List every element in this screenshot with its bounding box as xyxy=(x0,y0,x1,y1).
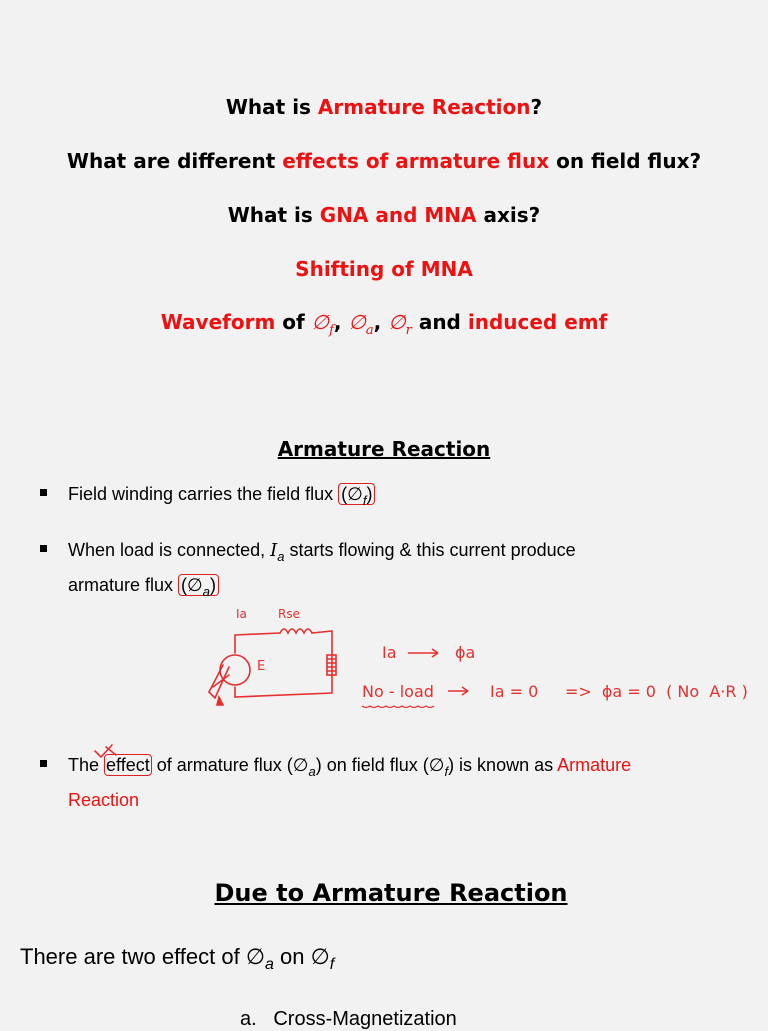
eq2-mid: Ia = 0 xyxy=(490,682,539,701)
bullet-field-winding: Field winding carries the field flux $(\emptyset_f)$ xyxy=(40,480,730,515)
phi-f-box: $(\emptyset_f)$ xyxy=(338,483,375,505)
section-heading-armature-reaction: Armature Reaction xyxy=(277,437,491,461)
bullet-load-connected: When load is connected, $I_a$ starts flowing & this current produce armature flux $(\emptyset_a)$ xyxy=(40,536,730,606)
item-cross-magnetization: a. Cross-Magnetization xyxy=(240,1008,457,1030)
bullet-marker xyxy=(40,489,47,496)
eq1-left: Ia xyxy=(382,643,397,662)
question-gna-mna: What is GNA and MNA axis? xyxy=(227,203,541,227)
checkmark-icon xyxy=(92,741,122,761)
no-load-underline xyxy=(362,706,434,708)
phi-a-box: $(\emptyset_a)$ xyxy=(178,574,219,596)
section-heading-due-to-armature-reaction: Due to Armature Reaction xyxy=(214,879,568,907)
label-e: E xyxy=(257,659,266,674)
effect-box: effect xyxy=(106,755,150,775)
eq2-right: => ϕa = 0 ( No A·R ) xyxy=(565,682,748,701)
eq1-right: ϕa xyxy=(455,643,476,662)
topic-shifting-mna: Shifting of MNA xyxy=(295,257,473,281)
bullet-marker xyxy=(40,760,47,767)
label-ia: Ia xyxy=(236,607,247,621)
eq1-arrow xyxy=(408,649,438,657)
circuit-diagram xyxy=(195,605,765,720)
eq2-left: No - load xyxy=(362,682,434,701)
bullet-marker xyxy=(40,545,47,552)
question-armature-reaction: What is Armature Reaction? xyxy=(225,95,543,119)
topic-waveform: Waveform of $\emptyset_f$, $\emptyset_a$, $\emptyset_r$ and induced emf xyxy=(160,310,608,338)
eq2-arrow xyxy=(448,687,468,695)
label-rse: Rse xyxy=(278,607,300,621)
bullet-effect-definition: The effect of armature flux $(\emptyset_a)$ on field flux $(\emptyset_f)$ is known as Armature Reaction xyxy=(40,751,730,815)
question-effects: What are different effects of armature flux on field flux? xyxy=(66,149,702,173)
two-effects-line: There are two effect of $\emptyset_a$ on $\emptyset_f$ xyxy=(20,944,335,973)
